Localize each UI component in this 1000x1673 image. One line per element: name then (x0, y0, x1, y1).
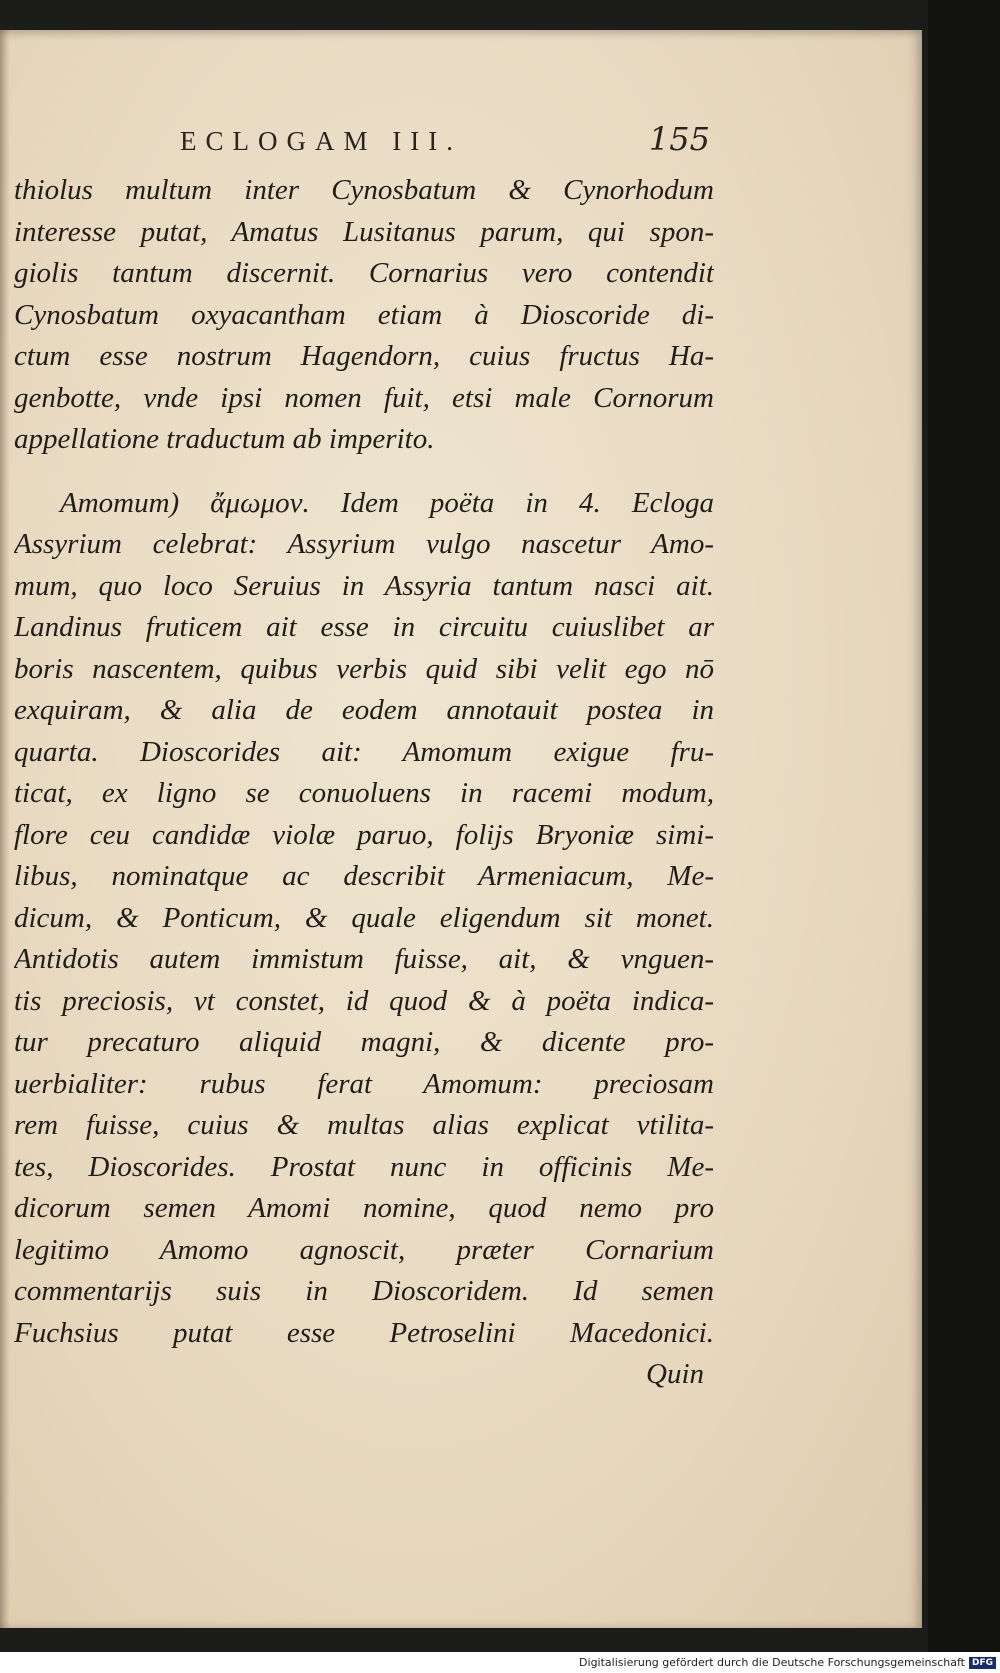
page-number: 155 (648, 120, 710, 158)
text-line: tis preciosis, vt constet, id quod & à poëta indica- (14, 984, 714, 1017)
digitization-footer (0, 1652, 1000, 1673)
text-line: thiolus multum inter Cynosbatum & Cynorhodum (14, 174, 714, 206)
page-gutter-shadow (0, 30, 10, 1628)
text-line: commentarijs suis in Dioscoridem. Id semen (14, 1275, 714, 1307)
text-line: legitimo Amomo agnoscit, præter Cornarium (14, 1233, 714, 1266)
text-line: flore ceu candidæ violæ paruo, folijs Bryoniæ simi- (14, 818, 714, 851)
funding-credit: Digitalisierung gefördert durch die Deutsche Forschungsgemeinschaft (579, 1656, 965, 1669)
paragraph-1 (14, 170, 714, 461)
text-line: Assyrium celebrat: Assyrium vulgo nascetur Amo- (14, 528, 714, 560)
text-line: tur precaturo aliquid magni, & dicente pro- (14, 1026, 714, 1058)
text-line: libus, nominatque ac describit Armeniacum, Me- (14, 860, 714, 892)
text-line: dicum, & Ponticum, & quale eligendum sit monet. (14, 901, 714, 934)
page-header (180, 120, 710, 160)
text-line: appellatione traductum ab imperito. (14, 423, 435, 455)
text-line: Landinus fruticem ait esse in circuitu cuiuslibet ar (14, 611, 714, 643)
text-line: ctum esse nostrum Hagendorn, cuius fructus Ha- (14, 340, 714, 372)
text-line: boris nascentem, quibus verbis quid sibi velit ego nō (14, 652, 714, 685)
text-line: giolis tantum discernit. Cornarius vero contendit (14, 257, 714, 289)
book-page (0, 30, 922, 1628)
text-line: genbotte, vnde ipsi nomen fuit, etsi male Cornorum (14, 381, 714, 414)
book-cover-edge (928, 0, 1000, 1652)
paragraph-2 (14, 483, 714, 1355)
text-line: quarta. Dioscorides ait: Amomum exigue fru- (14, 735, 714, 768)
text-line: Fuchsius putat esse Petroselini Macedonici. (14, 1316, 714, 1349)
catchword: Quin (646, 1358, 704, 1390)
text-line: uerbialiter: rubus ferat Amomum: preciosam (14, 1067, 714, 1100)
text-line: ticat, ex ligno se conuoluens in racemi modum, (14, 777, 714, 809)
text-line: Amomum) ἄμωμον. Idem poëta in 4. Ecloga (60, 486, 714, 519)
text-line: interesse putat, Amatus Lusitanus parum, qui spon- (14, 215, 714, 248)
text-line: tes, Dioscorides. Prostat nunc in officinis Me- (14, 1150, 714, 1183)
text-line: mum, quo loco Seruius in Assyria tantum nasci ait. (14, 569, 714, 602)
text-line: Cynosbatum oxyacantham etiam à Dioscoride di- (14, 298, 714, 331)
text-line: rem fuisse, cuius & multas alias explicat vtilita- (14, 1109, 714, 1141)
text-line: dicorum semen Amomi nomine, quod nemo pro (14, 1192, 714, 1224)
body-text (14, 170, 714, 1396)
paragraph-gap (14, 461, 714, 483)
text-line: Antidotis autem immistum fuisse, ait, & vnguen- (14, 943, 714, 975)
dfg-logo-icon: DFG (969, 1657, 996, 1669)
running-title: ECLOGAM III. (180, 126, 462, 156)
text-line: exquiram, & alia de eodem annotauit postea in (14, 694, 714, 726)
